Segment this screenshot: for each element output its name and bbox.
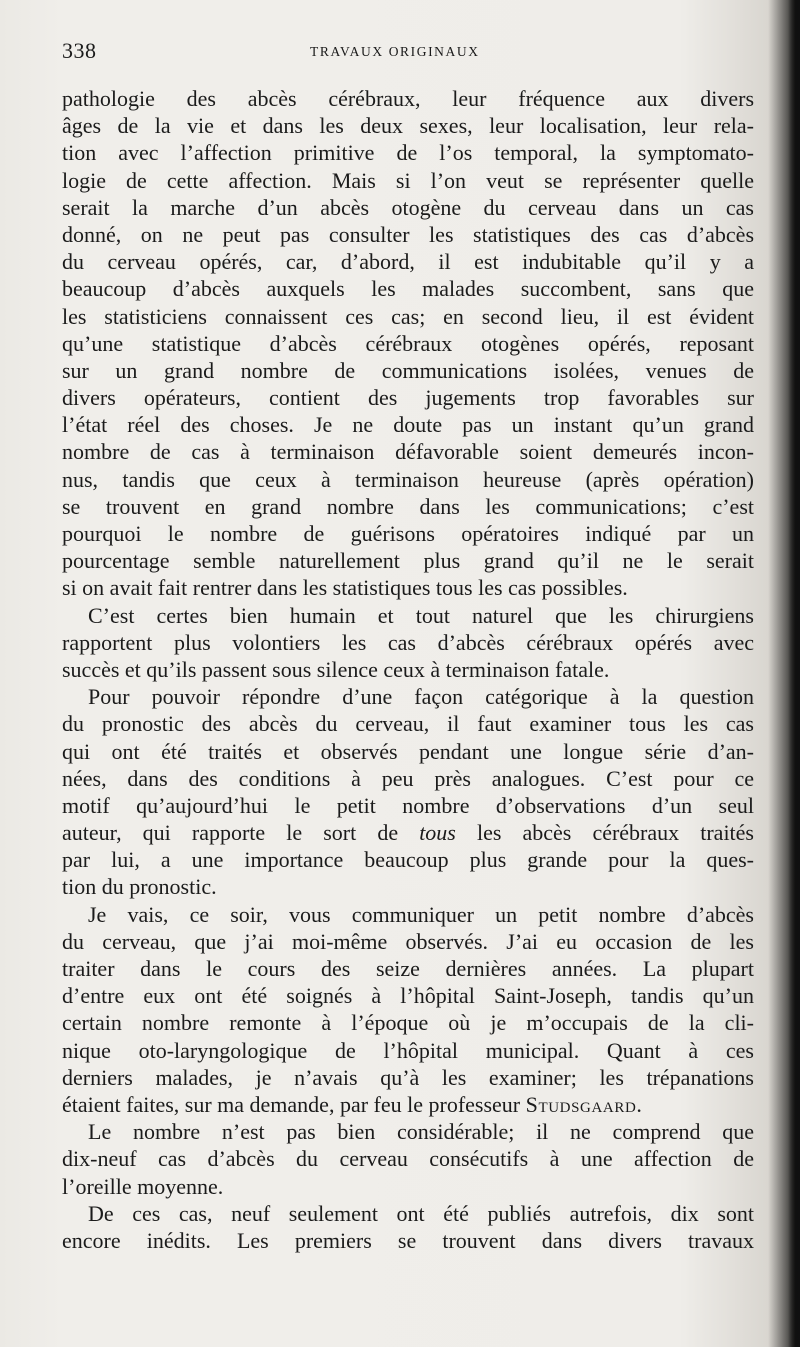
emphasis: tous [419,820,456,846]
text-line: beaucoup d’abcès auxquels les malades succombent, sans que [62,276,754,302]
text-line: traiter dans le cours des seize dernières années. La plupart [62,956,754,981]
text-line: d’entre eux ont été soignés à l’hôpital Saint-Joseph, tandis qu’un [62,983,754,1009]
text-line: derniers malades, je n’avais qu’à les examiner; les trépanations [62,1064,754,1090]
paragraph [62,85,754,602]
page-number: 338 [62,38,97,63]
text-line: qui ont été traités et observés pendant une longue série d’an- [62,738,754,764]
text-line: tion avec l’affection primitive de l’os temporal, la symptomato- [62,140,754,166]
paragraph [62,602,754,684]
paragraph [62,1118,754,1200]
text-line: C’est certes bien humain et tout naturel que les chirurgiens [88,602,754,628]
text-line: logie de cette affection. Mais si l’on veut se représenter quelle [62,167,754,193]
text-line: du pronostic des abcès du cerveau, il faut examiner tous les cas [62,711,754,737]
text-line: dix-neuf cas d’abcès du cerveau consécutifs à une affection de [62,1146,754,1172]
text-line: auteur, qui rapporte le sort de tous les abcès cérébraux traités [62,820,754,846]
text-line: nées, dans des conditions à peu près analogues. C’est pour ce [62,765,754,791]
text-line: sur un grand nombre de communications isolées, venues de [62,357,754,383]
page-edge-shadow [788,0,800,1347]
text-line: pathologie des abcès cérébraux, leur fréquence aux divers [62,86,754,111]
text-line: étaient faites, sur ma demande, par feu le professeur Studsgaard. [62,1091,642,1117]
text-line: qu’une statistique d’abcès cérébraux otogènes opérés, reposant [62,330,754,356]
page-header [62,38,752,68]
text-line: Pour pouvoir répondre d’une façon catégorique à la question [88,684,754,710]
text-line: par lui, a une importance beaucoup plus grande pour la ques- [62,847,754,873]
text-line: Je vais, ce soir, vous communiquer un petit nombre d’abcès [88,901,754,927]
text-line: serait la marche d’un abcès otogène du cerveau dans un cas [62,194,754,220]
paragraph [62,1200,754,1254]
text-line: les statisticiens connaissent ces cas; en second lieu, il est évident [62,303,754,329]
text-line: âges de la vie et dans les deux sexes, leur localisation, leur rela- [62,113,754,139]
text-line: motif qu’aujourd’hui le petit nombre d’observations d’un seul [62,792,754,818]
text-line: encore inédits. Les premiers se trouvent dans divers travaux [62,1227,754,1253]
text-line: du cerveau, que j’ai moi-même observés. J’ai eu occasion de les [62,928,754,954]
paragraph [62,683,754,901]
text-line: nus, tandis que ceux à terminaison heureuse (après opération) [62,466,754,492]
paragraph [62,901,754,1119]
text-line: Le nombre n’est pas bien considérable; il ne comprend que [88,1119,754,1145]
text-line: tion du pronostic. [62,874,217,900]
text-line: donné, on ne peut pas consulter les statistiques des cas d’abcès [62,221,754,247]
text-line: du cerveau opérés, car, d’abord, il est indubitable qu’il y a [62,249,754,275]
text-line: si on avait fait rentrer dans les statistiques tous les cas possibles. [62,575,628,601]
text-line: pourquoi le nombre de guérisons opératoires indiqué par un [62,521,754,546]
text-line: De ces cas, neuf seulement ont été publiés autrefois, dix sont [88,1200,754,1226]
author-name: Studsgaard [525,1091,637,1117]
text-line: rapportent plus volontiers les cas d’abcès cérébraux opérés avec [62,629,754,655]
text-line: nique oto-laryngologique de l’hôpital municipal. Quant à ces [62,1037,754,1063]
text-line: succès et qu’ils passent sous silence ceux à terminaison fatale. [62,656,610,682]
text-line: certain nombre remonte à l’époque où je m’occupais de la cli- [62,1010,754,1036]
text-line: divers opérateurs, contient des jugements trop favorables sur [62,385,754,411]
running-head: TRAVAUX ORIGINAUX [310,44,480,59]
text-line: nombre de cas à terminaison défavorable soient demeurés incon- [62,439,754,465]
body-text [62,85,754,1254]
text-line: se trouvent en grand nombre dans les communications; c’est [62,493,754,519]
text-line: l’oreille moyenne. [62,1173,224,1199]
text-line: l’état réel des choses. Je ne doute pas un instant qu’un grand [62,412,754,438]
text-line: pourcentage semble naturellement plus grand qu’il ne le serait [62,548,754,574]
